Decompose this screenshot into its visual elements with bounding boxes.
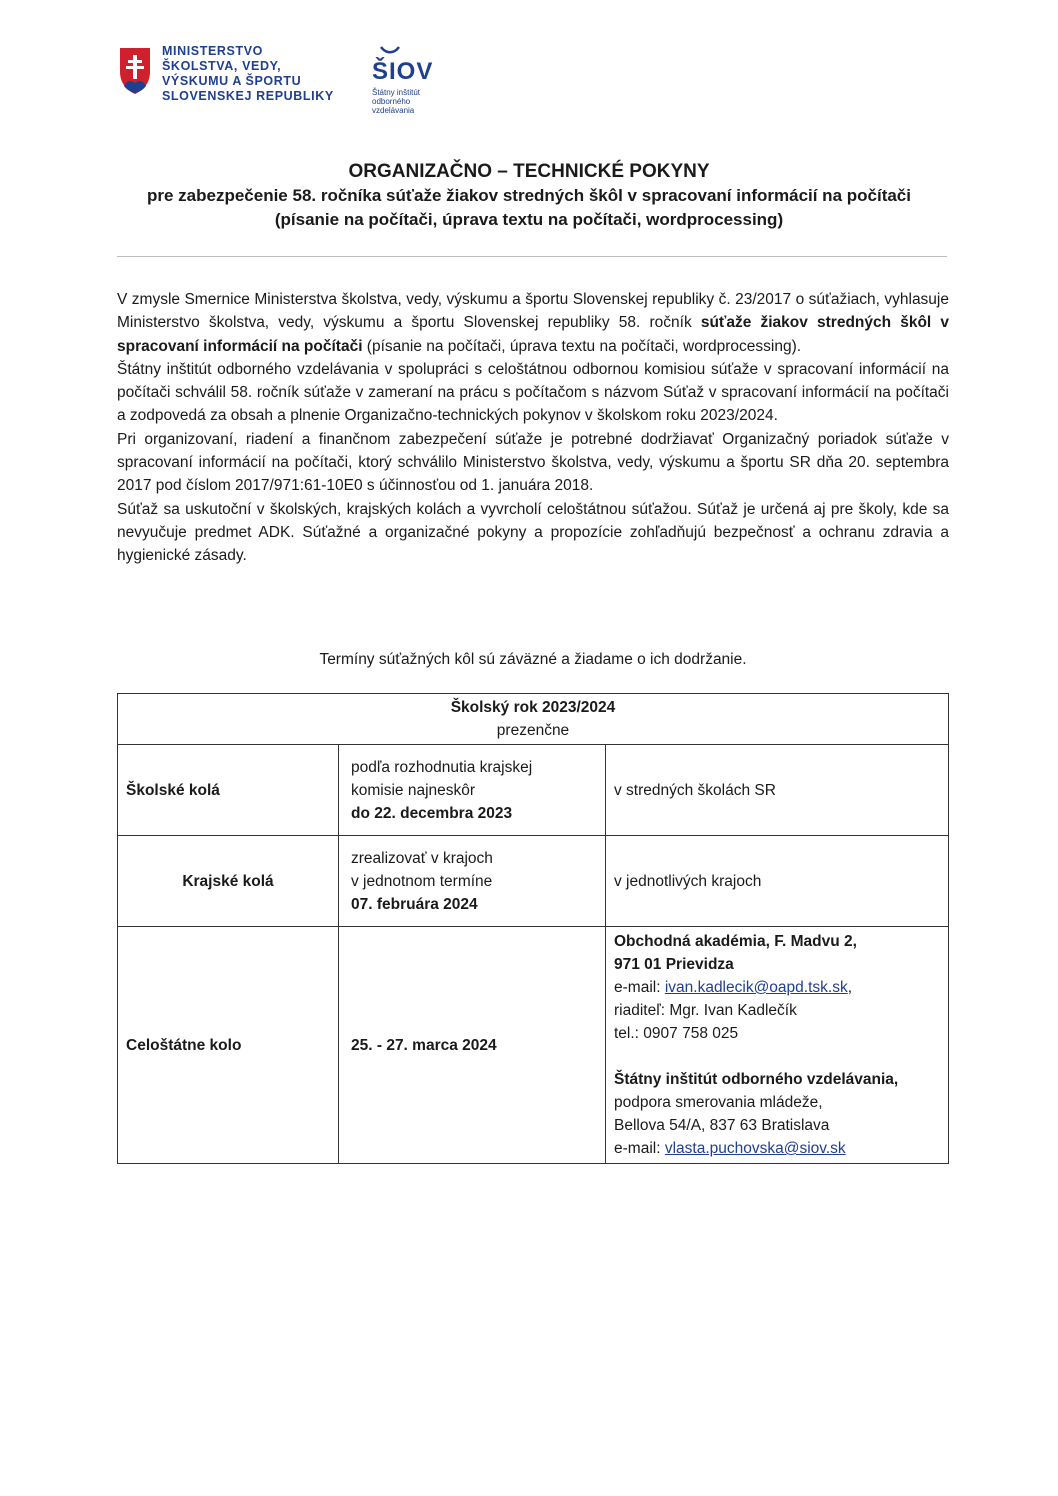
- school-year: Školský rok 2023/2024: [450, 699, 616, 716]
- date-line: v jednotnom termíne: [351, 872, 493, 890]
- ministry-line: MINISTERSTVO: [162, 44, 263, 58]
- contact-address: Bellova 54/A, 837 63 Bratislava: [614, 1117, 830, 1134]
- contact-email-line: [614, 976, 940, 999]
- contact-cell: [606, 927, 949, 1164]
- round-cell: [118, 927, 339, 1164]
- place-cell: [606, 836, 949, 927]
- contact-org: Štátny inštitút odborného vzdelávania,: [614, 1071, 899, 1088]
- table-row: [118, 836, 949, 927]
- contact-city: 971 01 Prievidza: [614, 956, 734, 973]
- ministry-line: SLOVENSKEJ REPUBLIKY: [162, 89, 334, 103]
- text-span: (písanie na počítači, úprava textu na počítači, wordprocessing).: [362, 337, 802, 355]
- email-suffix: ,: [847, 979, 853, 996]
- siov-sub-line: odborného: [372, 97, 411, 106]
- divider: [117, 256, 947, 257]
- paragraph: [117, 288, 949, 358]
- date-cell: [339, 927, 606, 1164]
- contact-org: Obchodná akadémia, F. Madvu 2,: [614, 933, 857, 950]
- contact-line: podpora smerovania mládeže,: [614, 1094, 823, 1111]
- deadline: 25. - 27. marca 2024: [351, 1036, 497, 1054]
- date-line: podľa rozhodnutia krajskej: [351, 758, 533, 776]
- round-name: Školské kolá: [126, 781, 220, 799]
- siov-sub-line: vzdelávania: [372, 106, 415, 115]
- text-span: V zmysle Smernice Ministerstva školstva, vedy, výskumu a športu Slovenskej republiky č. 23/2017 o súťažiach, vyhlasuje Ministerstvo školstva, vedy, výskumu a športu Slovenskej republiky 58. ročník: [117, 291, 949, 332]
- siov-subtitle: [372, 88, 433, 115]
- notice: Termíny súťažných kôl sú záväzné a žiadame o ich dodržanie.: [319, 651, 747, 668]
- contact-phone: tel.: 0907 758 025: [614, 1025, 739, 1042]
- contact-director: riaditeľ: Mgr. Ivan Kadlečík: [614, 1002, 797, 1019]
- contact-email-line: [614, 1137, 940, 1160]
- slovak-coat-of-arms-icon: [118, 46, 152, 96]
- siov-sub-line: Štátny inštitút: [372, 88, 421, 97]
- round-name: Krajské kolá: [182, 872, 274, 890]
- round-cell: [118, 745, 339, 836]
- ministry-logo: [118, 44, 334, 104]
- siov-mark-icon: [380, 45, 400, 55]
- table-header: [118, 694, 949, 745]
- siov-name: ŠIOV: [372, 58, 434, 85]
- table-header-row: [118, 694, 949, 745]
- date-cell: [339, 836, 606, 927]
- siov-logo: [372, 42, 433, 115]
- document-subtitle: (písanie na počítači, úprava textu na počítači, wordprocessing): [274, 210, 784, 229]
- paragraph: Pri organizovaní, riadení a finančnom zabezpečení súťaže je potrebné dodržiavať Organizačný poriadok súťaže v spracovaní informácií na počítači, ktorý schválilo Ministerstvo školstva, vedy, výskumu a športu SR dňa 20. septembra 2017 pod číslom 2017/971:61-10E0 s účinnosťou od 1. januára 2018.: [117, 430, 949, 495]
- email-link[interactable]: ivan.kadlecik@oapd.tsk.sk: [664, 979, 848, 996]
- email-label: e-mail:: [614, 979, 665, 996]
- ministry-line: VÝSKUMU A ŠPORTU: [162, 74, 302, 88]
- round-cell: [118, 836, 339, 927]
- place: v stredných školách SR: [614, 781, 776, 799]
- date-line: zrealizovať v krajoch: [351, 849, 493, 867]
- deadline: 07. februára 2024: [351, 895, 478, 913]
- mode: prezenčne: [496, 722, 570, 739]
- table-row: [118, 927, 949, 1164]
- place: v jednotlivých krajoch: [614, 872, 762, 890]
- date-cell: [339, 745, 606, 836]
- text-bold: súťaže žiakov stredných škôl v spracovaní informácií na počítači: [117, 314, 949, 355]
- document-title: ORGANIZAČNO – TECHNICKÉ POKYNY: [348, 161, 710, 182]
- ministry-name: [162, 44, 334, 104]
- deadline: do 22. decembra 2023: [351, 804, 513, 822]
- title-block: [90, 160, 968, 232]
- table-row: [118, 745, 949, 836]
- place-cell: [606, 745, 949, 836]
- round-name: Celoštátne kolo: [126, 1036, 242, 1054]
- ministry-line: ŠKOLSTVA, VEDY,: [162, 59, 282, 73]
- paragraph: Štátny inštitút odborného vzdelávania v spolupráci s celoštátnou odbornou komisiou súťaže v spracovaní informácií na počítači schválil 58. ročník súťaže v zameraní na prácu s počítačom s názvom Súťaž v spracovaní informácií na počítači a zodpovedá za obsah a plnenie Organizačno-technických pokynov v školskom roku 2023/2024.: [117, 360, 949, 425]
- schedule-table: [117, 693, 949, 1164]
- spacer: [614, 1045, 940, 1068]
- document-subtitle: pre zabezpečenie 58. ročníka súťaže žiakov stredných škôl v spracovaní informácií na počítači: [146, 186, 911, 205]
- body-text: [117, 288, 949, 568]
- date-line: komisie najneskôr: [351, 781, 476, 799]
- email-link[interactable]: vlasta.puchovska@siov.sk: [664, 1140, 846, 1157]
- paragraph: Súťaž sa uskutoční v školských, krajských kolách a vyvrcholí celoštátnou súťažou. Súťaž je určená aj pre školy, kde sa nevyučuje predmet ADK. Súťažné a organizačné pokyny a propozície zohľadňujú bezpečnosť a ochranu zdravia a hygienické zásady.: [117, 500, 949, 565]
- email-label: e-mail:: [614, 1140, 665, 1157]
